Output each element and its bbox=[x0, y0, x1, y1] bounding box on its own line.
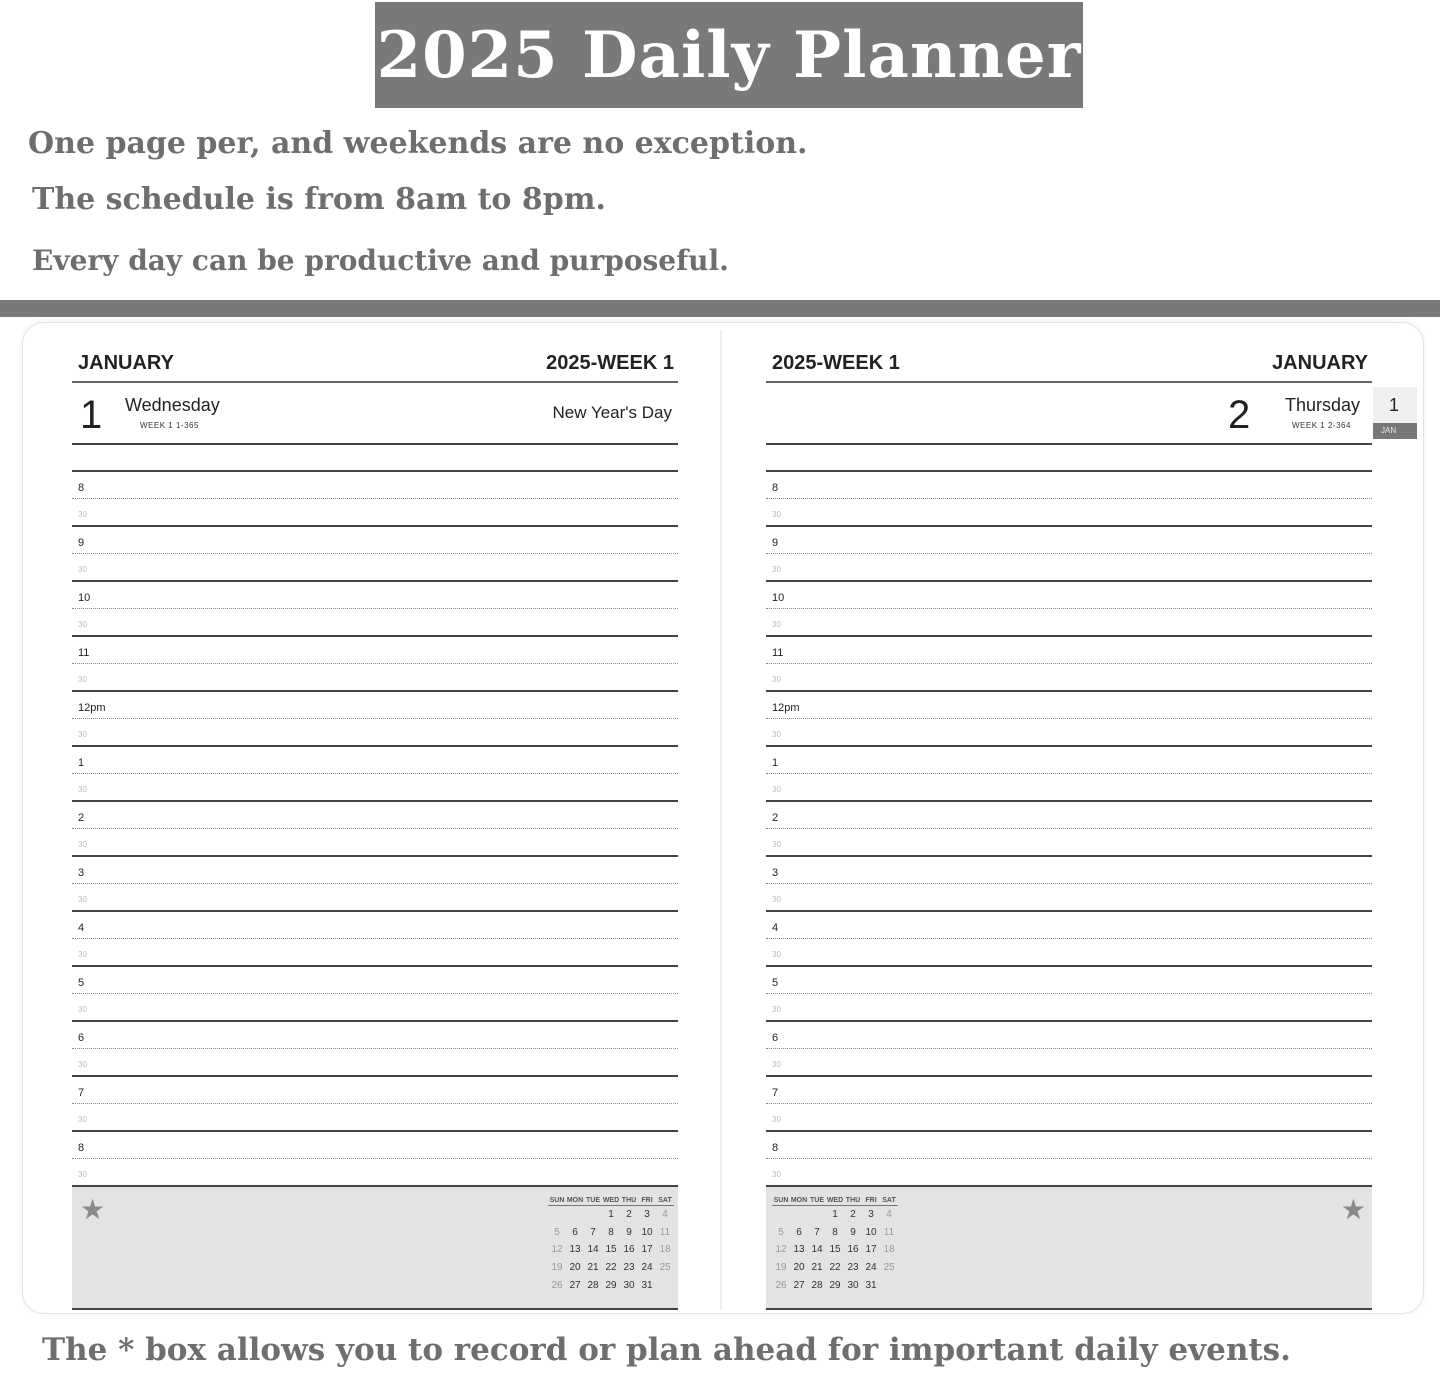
weekday-label: THU bbox=[621, 1197, 637, 1204]
day-header bbox=[72, 383, 678, 445]
calendar-day: 26 bbox=[775, 1279, 787, 1291]
half-hour-label: 30 bbox=[772, 840, 781, 849]
weekday-label: FRI bbox=[641, 1197, 653, 1204]
hour-slot[interactable] bbox=[72, 1077, 678, 1104]
half-hour-label: 30 bbox=[772, 1060, 781, 1069]
week-day-count: WEEK 1 1-365 bbox=[140, 421, 199, 430]
calendar-day: 30 bbox=[847, 1279, 859, 1291]
hour-label: 6 bbox=[772, 1032, 779, 1044]
weekday-label: SUN bbox=[549, 1197, 565, 1204]
calendar-day: 24 bbox=[865, 1262, 877, 1274]
mini-calendar bbox=[548, 1197, 674, 1294]
hour-label: 7 bbox=[78, 1087, 85, 1099]
week-day-count: WEEK 1 2-364 bbox=[1292, 421, 1351, 430]
week-label: 2025-WEEK 1 bbox=[772, 352, 900, 374]
calendar-day: 14 bbox=[587, 1244, 599, 1256]
calendar-day: 23 bbox=[847, 1262, 859, 1274]
weekday-label: SUN bbox=[773, 1197, 789, 1204]
hour-label: 11 bbox=[78, 647, 90, 659]
hour-label: 1 bbox=[772, 757, 779, 769]
left-page-header bbox=[72, 350, 678, 383]
half-hour-label: 30 bbox=[78, 895, 87, 904]
half-hour-label: 30 bbox=[772, 1115, 781, 1124]
half-hour-label: 30 bbox=[772, 730, 781, 739]
calendar-day: 27 bbox=[793, 1279, 805, 1291]
calendar-day: 28 bbox=[811, 1279, 823, 1291]
hour-slot[interactable] bbox=[72, 857, 678, 884]
hour-label: 5 bbox=[772, 977, 779, 989]
hour-label: 12pm bbox=[772, 702, 800, 714]
hour-label: 11 bbox=[772, 647, 784, 659]
calendar-day: 16 bbox=[847, 1244, 859, 1256]
tagline-schedule: The schedule is from 8am to 8pm. bbox=[32, 182, 606, 217]
hour-slot[interactable] bbox=[72, 582, 678, 609]
calendar-day: 5 bbox=[778, 1226, 784, 1238]
half-hour-slot[interactable] bbox=[72, 499, 678, 527]
day-name: Thursday bbox=[1285, 395, 1361, 415]
hour-label: 2 bbox=[772, 812, 779, 824]
calendar-day: 23 bbox=[623, 1262, 635, 1274]
hour-slot[interactable] bbox=[72, 692, 678, 719]
star-icon: ★ bbox=[1340, 1194, 1366, 1225]
calendar-week-row bbox=[548, 1276, 674, 1294]
weekday-label: MON bbox=[566, 1197, 584, 1204]
calendar-day: 29 bbox=[605, 1279, 617, 1291]
hour-slot[interactable] bbox=[766, 472, 1372, 499]
half-hour-slot[interactable] bbox=[766, 719, 1372, 747]
calendar-day: 31 bbox=[865, 1279, 877, 1291]
calendar-day: 25 bbox=[659, 1262, 671, 1274]
half-hour-label: 30 bbox=[78, 1115, 87, 1124]
hour-label: 8 bbox=[772, 482, 779, 494]
calendar-day: 1 bbox=[832, 1209, 838, 1221]
calendar-day: 27 bbox=[569, 1279, 581, 1291]
calendar-day: 30 bbox=[623, 1279, 635, 1291]
calendar-day: 22 bbox=[605, 1262, 617, 1274]
calendar-week-row bbox=[772, 1206, 898, 1224]
hour-slot[interactable] bbox=[72, 1132, 678, 1159]
calendar-day: 6 bbox=[796, 1226, 802, 1238]
half-hour-label: 30 bbox=[772, 565, 781, 574]
hour-label: 4 bbox=[772, 922, 779, 934]
day-header bbox=[766, 383, 1372, 445]
half-hour-slot[interactable] bbox=[766, 609, 1372, 637]
half-hour-label: 30 bbox=[772, 1005, 781, 1014]
half-hour-label: 30 bbox=[78, 675, 87, 684]
hour-slot[interactable] bbox=[766, 692, 1372, 719]
footer-caption: The * box allows you to record or plan ahead for important daily events. bbox=[42, 1332, 1291, 1368]
calendar-week-row bbox=[772, 1241, 898, 1259]
half-hour-slot[interactable] bbox=[766, 554, 1372, 582]
calendar-day: 29 bbox=[829, 1279, 841, 1291]
half-hour-slot[interactable] bbox=[766, 939, 1372, 967]
half-hour-slot[interactable] bbox=[72, 554, 678, 582]
hour-label: 6 bbox=[78, 1032, 85, 1044]
right-page bbox=[766, 350, 1372, 1310]
half-hour-slot[interactable] bbox=[72, 994, 678, 1022]
calendar-day: 11 bbox=[659, 1226, 671, 1238]
star-box bbox=[72, 1187, 678, 1310]
hour-label: 9 bbox=[772, 537, 779, 549]
calendar-day: 17 bbox=[865, 1244, 877, 1256]
calendar-week-row bbox=[548, 1224, 674, 1242]
calendar-day: 25 bbox=[883, 1262, 895, 1274]
calendar-week-row bbox=[772, 1224, 898, 1242]
calendar-day: 21 bbox=[587, 1262, 599, 1274]
hour-label: 12pm bbox=[78, 702, 106, 714]
calendar-day: 4 bbox=[886, 1209, 892, 1221]
hour-slot[interactable] bbox=[72, 527, 678, 554]
calendar-day: 15 bbox=[829, 1244, 841, 1256]
calendar-day: 19 bbox=[775, 1262, 787, 1274]
day-number: 1 bbox=[80, 393, 103, 437]
hour-slot[interactable] bbox=[766, 912, 1372, 939]
hour-slot[interactable] bbox=[766, 747, 1372, 774]
calendar-day: 20 bbox=[569, 1262, 581, 1274]
half-hour-label: 30 bbox=[772, 620, 781, 629]
calendar-day: 14 bbox=[811, 1244, 823, 1256]
calendar-day: 6 bbox=[572, 1226, 578, 1238]
weekday-label: THU bbox=[845, 1197, 861, 1204]
week-label: 2025-WEEK 1 bbox=[546, 352, 674, 374]
half-hour-slot[interactable] bbox=[72, 829, 678, 857]
planner-title: 2025 Daily Planner bbox=[375, 2, 1083, 108]
weekday-label: SAT bbox=[658, 1197, 672, 1204]
calendar-week-row bbox=[548, 1259, 674, 1277]
hour-label: 9 bbox=[78, 537, 85, 549]
half-hour-slot[interactable] bbox=[72, 609, 678, 637]
calendar-day: 3 bbox=[868, 1209, 874, 1221]
calendar-day: 16 bbox=[623, 1244, 635, 1256]
calendar-day: 12 bbox=[775, 1244, 787, 1256]
half-hour-label: 30 bbox=[772, 895, 781, 904]
calendar-day: 15 bbox=[605, 1244, 617, 1256]
calendar-day: 20 bbox=[793, 1262, 805, 1274]
calendar-day: 13 bbox=[793, 1244, 805, 1256]
tagline-one-page: One page per, and weekends are no exception. bbox=[28, 126, 808, 161]
weekday-label: WED bbox=[602, 1197, 620, 1204]
calendar-day: 9 bbox=[626, 1226, 632, 1238]
calendar-weekday-header bbox=[548, 1197, 674, 1206]
month-label: JANUARY bbox=[1272, 352, 1368, 374]
half-hour-label: 30 bbox=[772, 785, 781, 794]
hour-label: 4 bbox=[78, 922, 85, 934]
hour-label: 8 bbox=[78, 1142, 85, 1154]
calendar-day: 5 bbox=[554, 1226, 560, 1238]
hour-label: 2 bbox=[78, 812, 85, 824]
half-hour-label: 30 bbox=[772, 1170, 781, 1179]
half-hour-slot[interactable] bbox=[766, 884, 1372, 912]
calendar-day: 26 bbox=[551, 1279, 563, 1291]
tagline-productive: Every day can be productive and purposeful. bbox=[32, 244, 729, 277]
calendar-day: 18 bbox=[659, 1244, 671, 1256]
month-tab[interactable] bbox=[1373, 387, 1417, 439]
left-page bbox=[72, 350, 678, 1310]
calendar-day: 1 bbox=[608, 1209, 614, 1221]
half-hour-slot[interactable] bbox=[72, 1049, 678, 1077]
hour-slot[interactable] bbox=[766, 637, 1372, 664]
day-name: Wednesday bbox=[125, 395, 220, 415]
hour-slot[interactable] bbox=[72, 912, 678, 939]
half-hour-label: 30 bbox=[772, 510, 781, 519]
half-hour-slot[interactable] bbox=[72, 774, 678, 802]
calendar-day: 7 bbox=[814, 1226, 820, 1238]
hour-slot[interactable] bbox=[766, 967, 1372, 994]
month-tab-number: 1 bbox=[1373, 387, 1417, 423]
half-hour-label: 30 bbox=[772, 950, 781, 959]
right-page-header bbox=[766, 350, 1372, 383]
calendar-day: 17 bbox=[641, 1244, 653, 1256]
hour-label: 5 bbox=[78, 977, 85, 989]
star-box bbox=[766, 1187, 1372, 1310]
hour-slot[interactable] bbox=[766, 527, 1372, 554]
calendar-day: 8 bbox=[608, 1226, 614, 1238]
half-hour-slot[interactable] bbox=[766, 994, 1372, 1022]
half-hour-label: 30 bbox=[78, 620, 87, 629]
half-hour-label: 30 bbox=[78, 785, 87, 794]
star-icon: ★ bbox=[80, 1194, 106, 1225]
calendar-week-row bbox=[772, 1276, 898, 1294]
calendar-day: 8 bbox=[832, 1226, 838, 1238]
calendar-weekday-header bbox=[772, 1197, 898, 1206]
hour-label: 7 bbox=[772, 1087, 779, 1099]
calendar-day: 7 bbox=[590, 1226, 596, 1238]
half-hour-slot[interactable] bbox=[766, 1049, 1372, 1077]
hour-label: 1 bbox=[78, 757, 85, 769]
half-hour-label: 30 bbox=[78, 1060, 87, 1069]
calendar-day: 31 bbox=[641, 1279, 653, 1291]
day-number: 2 bbox=[1228, 393, 1251, 437]
calendar-day: 3 bbox=[644, 1209, 650, 1221]
holiday-label: New Year's Day bbox=[552, 403, 672, 422]
half-hour-slot[interactable] bbox=[766, 774, 1372, 802]
month-label: JANUARY bbox=[78, 352, 174, 374]
half-hour-slot[interactable] bbox=[766, 1159, 1372, 1187]
calendar-day: 11 bbox=[883, 1226, 895, 1238]
hour-slot[interactable] bbox=[72, 472, 678, 499]
planner-spine bbox=[720, 330, 722, 1310]
half-hour-label: 30 bbox=[78, 510, 87, 519]
hour-slot[interactable] bbox=[766, 1077, 1372, 1104]
calendar-week-row bbox=[772, 1259, 898, 1277]
half-hour-slot[interactable] bbox=[766, 829, 1372, 857]
mini-calendar bbox=[772, 1197, 898, 1294]
half-hour-slot[interactable] bbox=[766, 1104, 1372, 1132]
hour-slot[interactable] bbox=[766, 1132, 1372, 1159]
hour-slot[interactable] bbox=[72, 747, 678, 774]
hour-label: 3 bbox=[78, 867, 85, 879]
weekday-label: TUE bbox=[810, 1197, 824, 1204]
hour-slot[interactable] bbox=[766, 857, 1372, 884]
half-hour-slot[interactable] bbox=[72, 1104, 678, 1132]
half-hour-label: 30 bbox=[78, 1170, 87, 1179]
calendar-day: 2 bbox=[850, 1209, 856, 1221]
calendar-day: 12 bbox=[551, 1244, 563, 1256]
half-hour-slot[interactable] bbox=[766, 499, 1372, 527]
calendar-day: 24 bbox=[641, 1262, 653, 1274]
calendar-day: 13 bbox=[569, 1244, 581, 1256]
calendar-day: 9 bbox=[850, 1226, 856, 1238]
half-hour-slot[interactable] bbox=[72, 939, 678, 967]
weekday-label: TUE bbox=[586, 1197, 600, 1204]
calendar-day: 2 bbox=[626, 1209, 632, 1221]
half-hour-slot[interactable] bbox=[72, 719, 678, 747]
hour-slot[interactable] bbox=[72, 637, 678, 664]
calendar-week-row bbox=[548, 1206, 674, 1224]
blank-row bbox=[72, 445, 678, 472]
calendar-day: 28 bbox=[587, 1279, 599, 1291]
hour-slot[interactable] bbox=[72, 1022, 678, 1049]
weekday-label: FRI bbox=[865, 1197, 877, 1204]
calendar-day: 21 bbox=[811, 1262, 823, 1274]
hour-slot[interactable] bbox=[766, 1022, 1372, 1049]
half-hour-label: 30 bbox=[78, 565, 87, 574]
calendar-day: 10 bbox=[865, 1226, 877, 1238]
half-hour-slot[interactable] bbox=[766, 664, 1372, 692]
half-hour-label: 30 bbox=[772, 675, 781, 684]
half-hour-label: 30 bbox=[78, 1005, 87, 1014]
calendar-day: 18 bbox=[883, 1244, 895, 1256]
separator-bar bbox=[0, 300, 1440, 317]
hour-slots bbox=[766, 472, 1372, 1187]
weekday-label: WED bbox=[826, 1197, 844, 1204]
hour-slot[interactable] bbox=[766, 582, 1372, 609]
hour-label: 8 bbox=[78, 482, 85, 494]
half-hour-slot[interactable] bbox=[72, 664, 678, 692]
half-hour-label: 30 bbox=[78, 730, 87, 739]
blank-row bbox=[766, 445, 1372, 472]
hour-slot[interactable] bbox=[72, 967, 678, 994]
half-hour-slot[interactable] bbox=[72, 1159, 678, 1187]
calendar-day: 10 bbox=[641, 1226, 653, 1238]
calendar-day: 4 bbox=[662, 1209, 668, 1221]
hour-label: 3 bbox=[772, 867, 779, 879]
hour-label: 10 bbox=[78, 592, 91, 604]
calendar-day: 22 bbox=[829, 1262, 841, 1274]
hour-slot[interactable] bbox=[766, 802, 1372, 829]
hour-label: 8 bbox=[772, 1142, 779, 1154]
hour-slots bbox=[72, 472, 678, 1187]
calendar-week-row bbox=[548, 1241, 674, 1259]
half-hour-slot[interactable] bbox=[72, 884, 678, 912]
hour-slot[interactable] bbox=[72, 802, 678, 829]
hour-label: 10 bbox=[772, 592, 785, 604]
half-hour-label: 30 bbox=[78, 840, 87, 849]
half-hour-label: 30 bbox=[78, 950, 87, 959]
weekday-label: SAT bbox=[882, 1197, 896, 1204]
month-tab-label: JAN bbox=[1373, 423, 1417, 439]
calendar-day: 19 bbox=[551, 1262, 563, 1274]
weekday-label: MON bbox=[790, 1197, 808, 1204]
